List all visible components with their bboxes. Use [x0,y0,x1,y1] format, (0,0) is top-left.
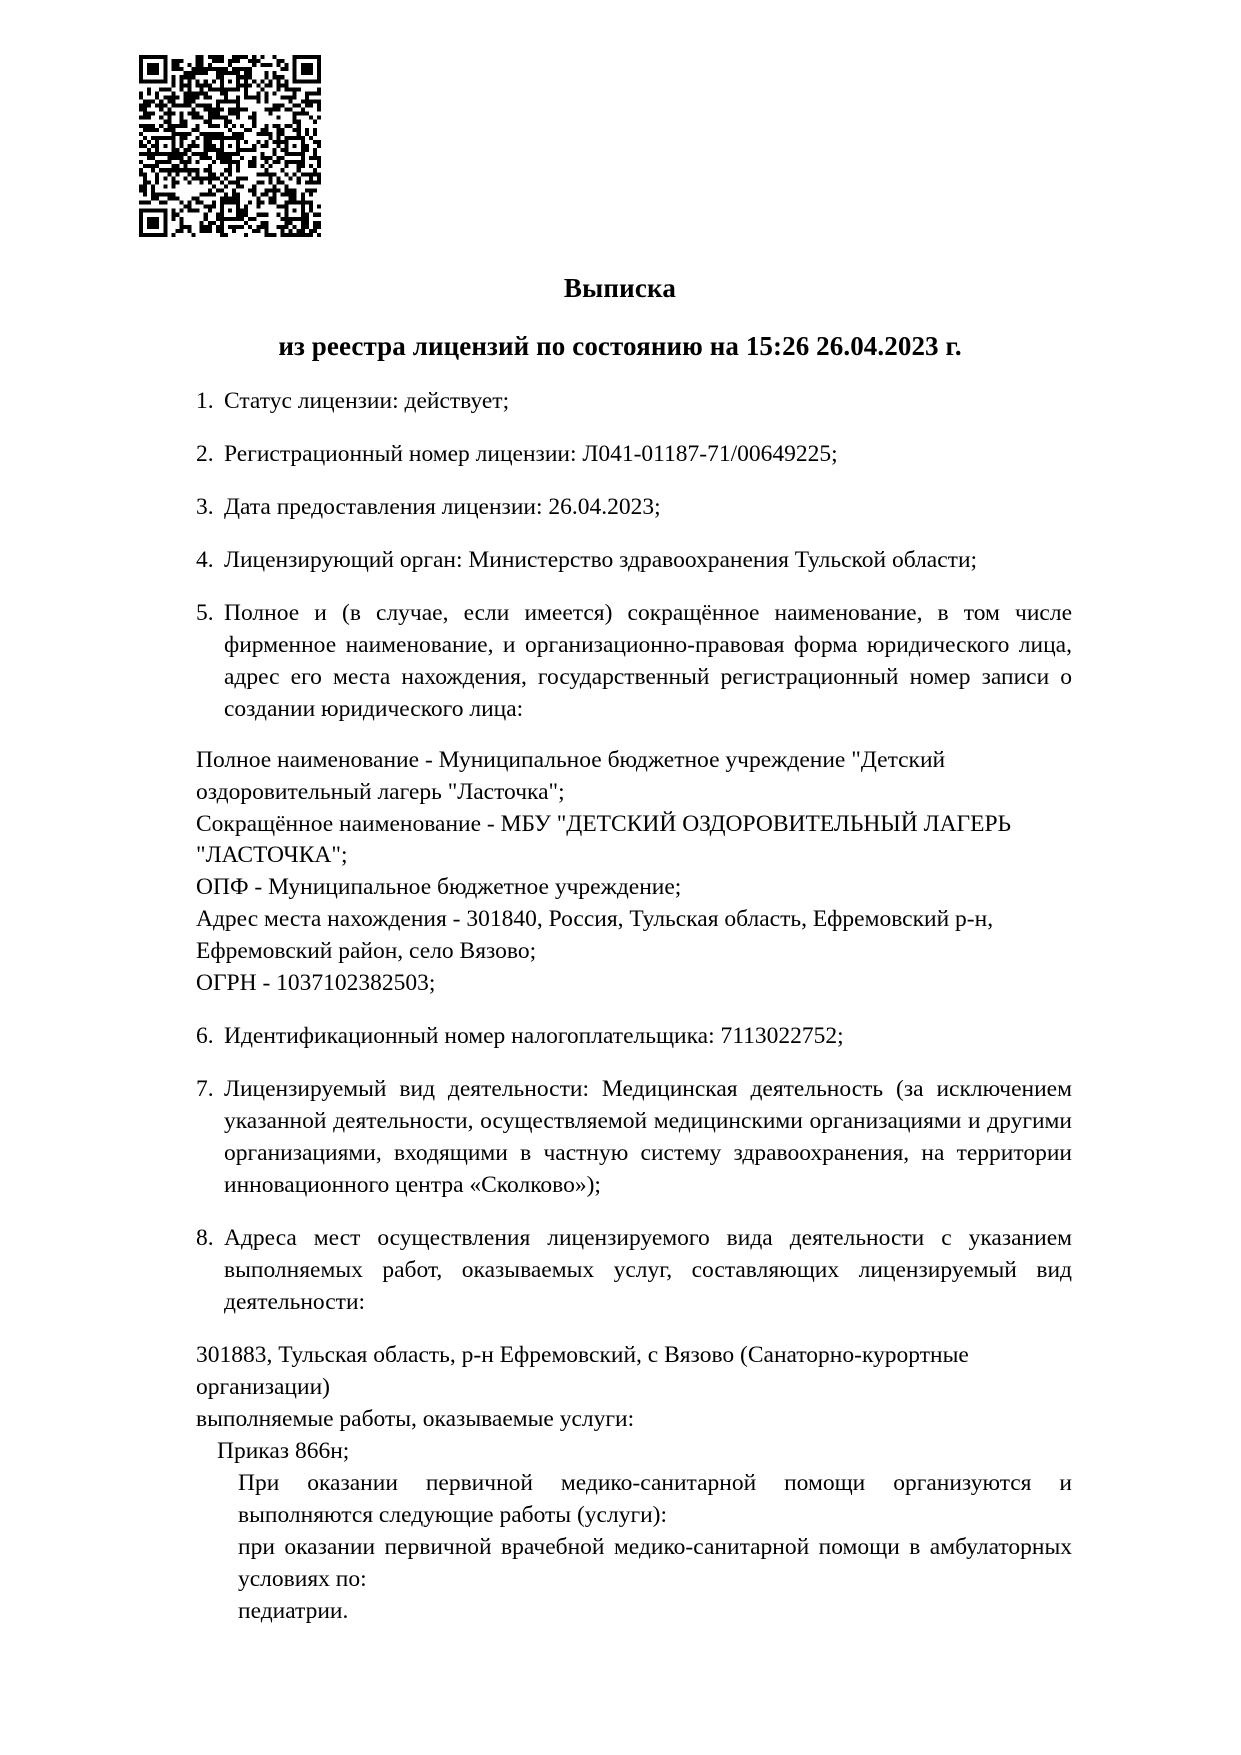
clause-4 [196,545,1072,577]
entity-full-name: Полное наименование - Муниципальное бюджетное учреждение "Детский оздоровительный лагерь "Ласточка"; [196,746,952,805]
clause-8-text: Адреса мест осуществления лицензируемого вида деятельности с указанием выполняемых работ, оказываемых услуг, составляющих лицензируемый вид деятельности: [224,1225,1072,1315]
clause-7-text: Лицензируемый вид деятельности: Медицинская деятельность (за исключением указанной деятельности, осуществляемой медицинскими организациями и другими организациями, входящими в частную систему здравоохранения, на территории инновационного центра «Сколково»); [224,1076,1072,1199]
qr-code-image [139,55,321,237]
qr-code [139,55,321,237]
clause-2 [196,439,1072,471]
activity-address-block [196,1340,1072,1628]
clause-7 [196,1074,1072,1202]
clause-2-text: Регистрационный номер лицензии: Л041-01187-71/00649225; [224,440,838,467]
work-item-pediatrics: педиатрии. [238,1597,349,1624]
entity-details-block [196,745,1072,1001]
clause-4-text: Лицензирующий орган: Министерство здравоохранения Тульской области; [224,546,978,573]
entity-address: Адрес места нахождения - 301840, Россия, Тульская область, Ефремовский р-н, Ефремовский район, село Вязово; [196,906,999,965]
clause-4-number: 4. [196,546,214,573]
clause-5-text: Полное и (в случае, если имеется) сокращённое наименование, в том числе фирменное наименование, и организационно-правовая форма юридического лица, адрес его места нахождения, государственный регистрационный номер записи о создании юридического лица: [224,599,1072,722]
work-item-outpatient: при оказании первичной врачебной медико-санитарной помощи в амбулаторных условиях по: [238,1533,1072,1592]
page-subtitle: из реестра лицензий по состоянию на 15:26 26.04.2023 г. [278,331,962,362]
activity-address: 301883, Тульская область, р-н Ефремовский, с Вязово (Санаторно-курортные организации) [196,1341,975,1400]
clause-3 [196,492,1072,524]
entity-legal-form: ОПФ - Муниципальное бюджетное учреждение; [196,874,682,901]
clause-3-text: Дата предоставления лицензии: 26.04.2023; [224,493,661,520]
document-content [196,386,1072,1631]
clause-7-number: 7. [196,1076,214,1103]
clause-1-text: Статус лицензии: действует; [224,388,510,414]
page-title: Выписка [563,273,677,303]
work-item-order: Приказ 866н; [217,1437,350,1464]
entity-ogrn: ОГРН - 1037102382503; [196,970,436,997]
clause-1 [196,386,1072,418]
clause-6-number: 6. [196,1023,214,1050]
works-header: выполняемые работы, оказываемые услуги: [196,1405,635,1432]
work-item-primary-care: При оказании первичной медико-санитарной помощи организуются и выполняются следующие работы (услуги): [238,1469,1072,1528]
clause-5-number: 5. [196,599,214,626]
clause-6-text: Идентификационный номер налогоплательщика: 7113022752; [224,1023,844,1050]
entity-short-name: Сокращённое наименование - МБУ "ДЕТСКИЙ ОЗДОРОВИТЕЛЬНЫЙ ЛАГЕРЬ "ЛАСТОЧКА"; [196,810,1017,869]
clause-3-number: 3. [196,493,214,520]
clause-8 [196,1223,1072,1319]
clause-1-number: 1. [196,388,214,414]
clause-2-number: 2. [196,440,214,467]
clause-6 [196,1021,1072,1053]
clause-8-number: 8. [196,1225,214,1252]
title-block [160,272,1080,363]
clause-5 [196,598,1072,726]
